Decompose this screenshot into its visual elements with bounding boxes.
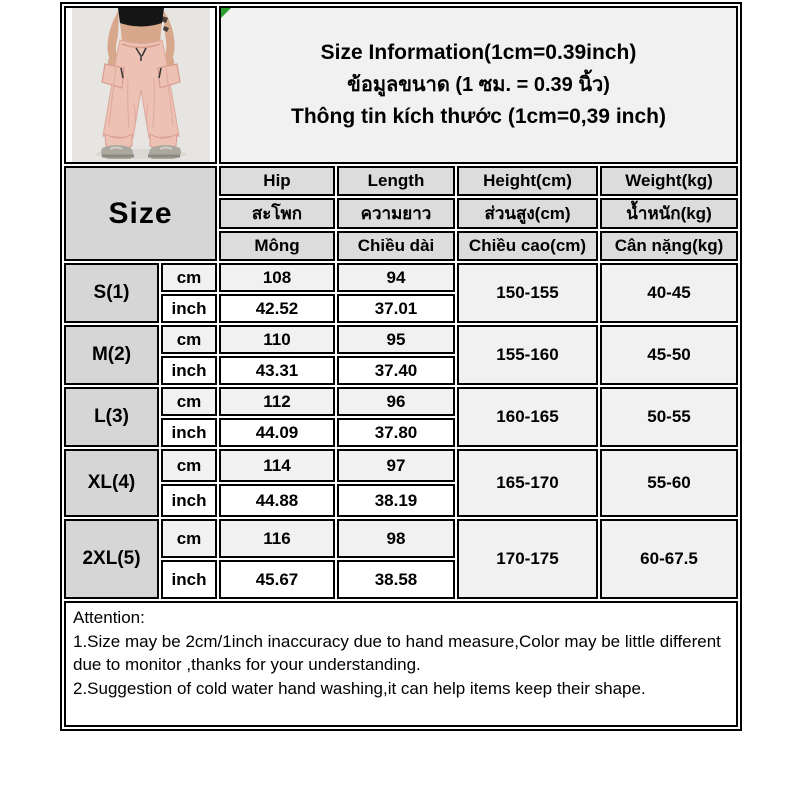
size-chart-sheet <box>60 2 742 731</box>
header-row <box>64 6 738 164</box>
weight-header-en: Weight(kg) <box>600 166 738 196</box>
size-row-s-cm <box>64 263 738 292</box>
title-vietnamese: Thông tin kích thước (1cm=0,39 inch) <box>291 105 666 128</box>
length-cm-value: 94 <box>337 263 455 292</box>
size-name-cell: M(2) <box>64 325 159 385</box>
length-inch-value: 37.80 <box>337 418 455 447</box>
height-header-vi: Chiều cao(cm) <box>457 231 598 261</box>
height-range-cell: 160-165 <box>457 387 598 447</box>
attention-heading: Attention: <box>73 608 145 627</box>
attention-note-1: 1.Size may be 2cm/1inch inaccuracy due to hand measure,Color may be little different due to monitor ,thanks for your understanding. <box>73 631 721 674</box>
product-photo-cell <box>64 6 217 164</box>
length-cm-value: 97 <box>337 449 455 482</box>
title-cell <box>219 6 738 164</box>
height-header-en: Height(cm) <box>457 166 598 196</box>
unit-cell-inch: inch <box>161 560 217 599</box>
unit-cell-inch: inch <box>161 294 217 323</box>
length-cm-value: 95 <box>337 325 455 354</box>
hip-inch-value: 43.31 <box>219 356 335 385</box>
length-inch-value: 38.58 <box>337 560 455 599</box>
hip-header-en: Hip <box>219 166 335 196</box>
hip-header-th: สะโพก <box>219 198 335 229</box>
hip-inch-value: 44.88 <box>219 484 335 517</box>
size-row-2xl-cm <box>64 519 738 558</box>
length-cm-value: 98 <box>337 519 455 558</box>
unit-cell-cm: cm <box>161 263 217 292</box>
size-corner-cell: Size <box>64 166 217 261</box>
weight-range-cell: 50-55 <box>600 387 738 447</box>
hip-header-vi: Mông <box>219 231 335 261</box>
unit-cell-cm: cm <box>161 387 217 416</box>
cell-flag-triangle-icon <box>221 8 231 18</box>
hip-inch-value: 45.67 <box>219 560 335 599</box>
weight-range-cell: 55-60 <box>600 449 738 517</box>
size-name-cell: S(1) <box>64 263 159 323</box>
title-english: Size Information(1cm=0.39inch) <box>320 41 637 64</box>
length-cm-value: 96 <box>337 387 455 416</box>
attention-row <box>64 601 738 727</box>
height-range-cell: 170-175 <box>457 519 598 599</box>
unit-cell-inch: inch <box>161 418 217 447</box>
weight-header-th: น้ำหนัก(kg) <box>600 198 738 229</box>
length-header-vi: Chiều dài <box>337 231 455 261</box>
product-photo <box>66 8 215 162</box>
crop-top <box>118 8 164 27</box>
attention-cell <box>64 601 738 727</box>
weight-range-cell: 60-67.5 <box>600 519 738 599</box>
height-range-cell: 150-155 <box>457 263 598 323</box>
column-header-row-en <box>64 166 738 196</box>
hip-cm-value: 116 <box>219 519 335 558</box>
hip-cm-value: 108 <box>219 263 335 292</box>
height-header-th: ส่วนสูง(cm) <box>457 198 598 229</box>
hip-inch-value: 42.52 <box>219 294 335 323</box>
unit-cell-cm: cm <box>161 519 217 558</box>
weight-range-cell: 40-45 <box>600 263 738 323</box>
length-header-th: ความยาว <box>337 198 455 229</box>
weight-header-vi: Cân nặng(kg) <box>600 231 738 261</box>
height-range-cell: 165-170 <box>457 449 598 517</box>
size-name-cell: XL(4) <box>64 449 159 517</box>
unit-cell-inch: inch <box>161 484 217 517</box>
unit-cell-cm: cm <box>161 449 217 482</box>
unit-cell-cm: cm <box>161 325 217 354</box>
length-inch-value: 37.01 <box>337 294 455 323</box>
length-inch-value: 38.19 <box>337 484 455 517</box>
size-row-m-cm <box>64 325 738 354</box>
weight-range-cell: 45-50 <box>600 325 738 385</box>
length-inch-value: 37.40 <box>337 356 455 385</box>
size-table <box>60 2 742 731</box>
title-thai: ข้อมูลขนาด (1 ซม. = 0.39 นิ้ว) <box>347 74 610 96</box>
unit-cell-inch: inch <box>161 356 217 385</box>
hip-cm-value: 114 <box>219 449 335 482</box>
hip-cm-value: 110 <box>219 325 335 354</box>
height-range-cell: 155-160 <box>457 325 598 385</box>
size-row-xl-cm <box>64 449 738 482</box>
length-header-en: Length <box>337 166 455 196</box>
hip-inch-value: 44.09 <box>219 418 335 447</box>
size-name-cell: 2XL(5) <box>64 519 159 599</box>
attention-note-2: 2.Suggestion of cold water hand washing,it can help items keep their shape. <box>73 678 646 698</box>
size-row-l-cm <box>64 387 738 416</box>
hip-cm-value: 112 <box>219 387 335 416</box>
model-in-pink-pants-illustration <box>72 8 210 162</box>
size-name-cell: L(3) <box>64 387 159 447</box>
